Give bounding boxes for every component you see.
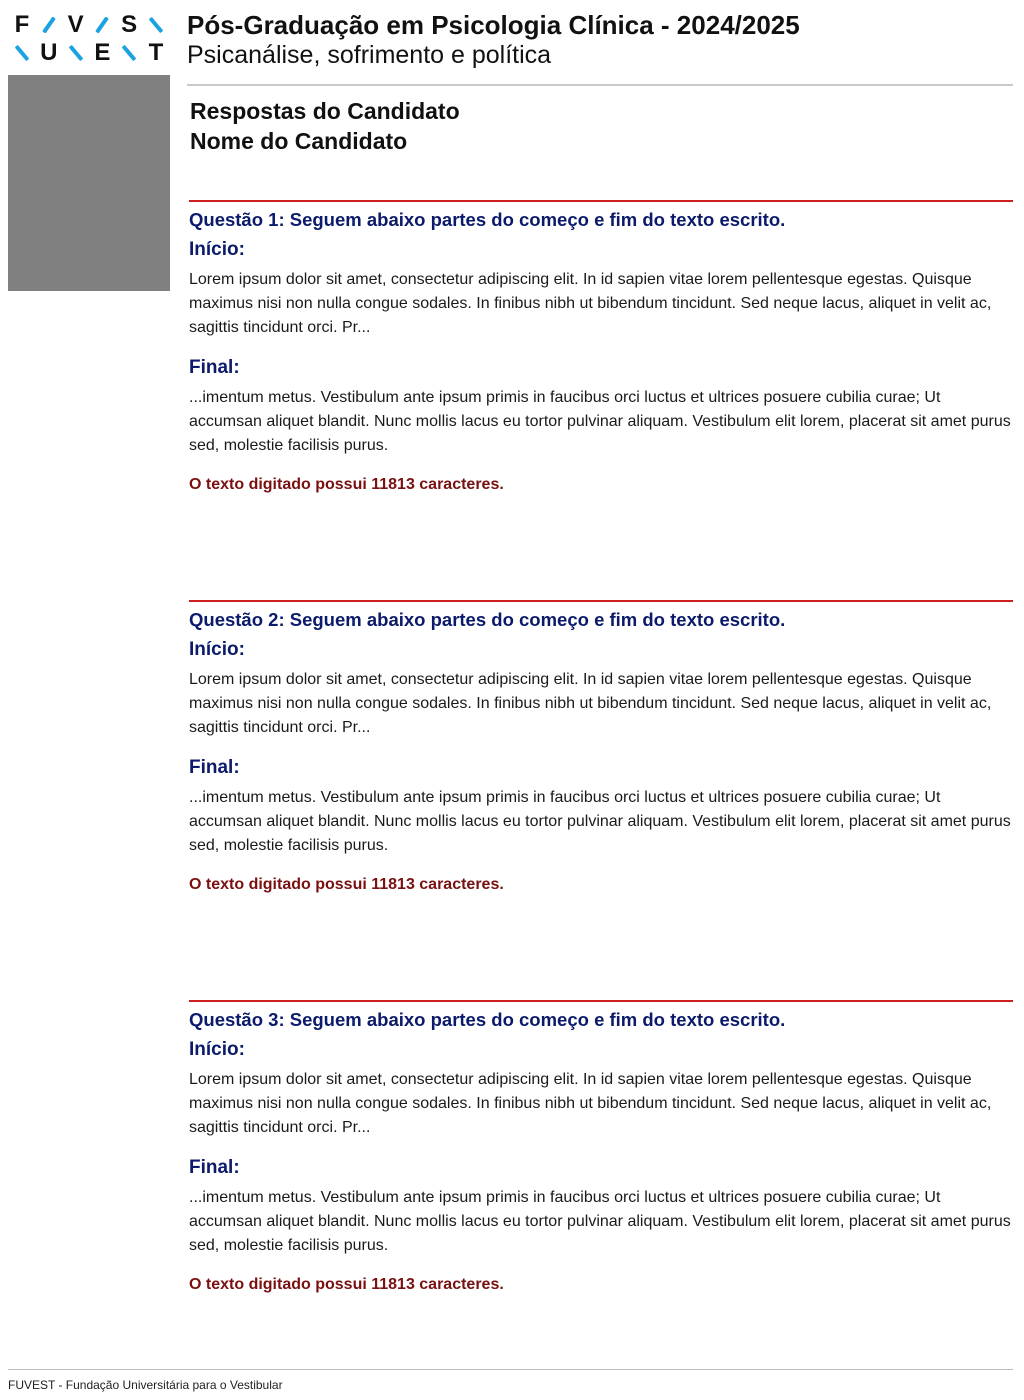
end-text: ...imentum metus. Vestibulum ante ipsum primis in faucibus orci luctus et ultrices posuere cubilia curae; Ut accumsan aliquet blandit. Nunc mollis lacus eu tortor pulvinar aliquam. Vestibulum elit lorem, placerat sit amet purus sed, molestie facilisis purus. xyxy=(189,389,1011,454)
question-divider xyxy=(189,200,1013,202)
logo-letter-t: T xyxy=(148,39,164,66)
question-section xyxy=(189,1000,1013,1296)
logo-backslash-icon xyxy=(12,42,32,64)
candidate-photo-placeholder xyxy=(8,75,170,291)
page-subtitle: Psicanálise, sofrimento e política xyxy=(187,41,552,69)
logo-backslash-icon xyxy=(66,42,86,64)
logo-letter-v: V xyxy=(67,11,84,38)
end-label: Final: xyxy=(189,757,240,778)
page-title: Pós-Graduação em Psicologia Clínica - 2024/2025 xyxy=(187,10,800,40)
footer-divider xyxy=(8,1369,1013,1370)
logo-letter-e: E xyxy=(94,39,111,66)
character-count: O texto digitado possui 11813 caracteres. xyxy=(189,1276,504,1293)
start-label: Início: xyxy=(189,239,245,260)
candidate-heading: Respostas do Candidato xyxy=(190,98,460,124)
candidate-name: Nome do Candidato xyxy=(190,128,408,154)
start-text: Lorem ipsum dolor sit amet, consectetur adipiscing elit. In id sapien vitae lorem pellentesque egestas. Quisque maximus nisi non nulla congue sodales. In finibus nibh ut bibendum tincidunt. Sed neque lacus, aliquet in velit ac, sagittis tincidunt orci. Pr... xyxy=(189,271,992,336)
start-label: Início: xyxy=(189,1039,245,1060)
question-section xyxy=(189,600,1013,896)
end-label: Final: xyxy=(189,1157,240,1178)
start-text: Lorem ipsum dolor sit amet, consectetur adipiscing elit. In id sapien vitae lorem pellentesque egestas. Quisque maximus nisi non nulla congue sodales. In finibus nibh ut bibendum tincidunt. Sed neque lacus, aliquet in velit ac, sagittis tincidunt orci. Pr... xyxy=(189,1071,992,1136)
end-text: ...imentum metus. Vestibulum ante ipsum primis in faucibus orci luctus et ultrices posuere cubilia curae; Ut accumsan aliquet blandit. Nunc mollis lacus eu tortor pulvinar aliquam. Vestibulum elit lorem, placerat sit amet purus sed, molestie facilisis purus. xyxy=(189,789,1011,854)
logo-letter-u: U xyxy=(40,39,58,66)
question-section xyxy=(189,200,1013,496)
start-label: Início: xyxy=(189,639,245,660)
logo-backslash-icon xyxy=(119,42,139,64)
question-title: Questão 3: Seguem abaixo partes do começo e fim do texto escrito. xyxy=(189,1009,786,1030)
logo-slash-icon xyxy=(39,14,59,36)
question-divider xyxy=(189,1000,1013,1002)
fuvest-logo xyxy=(12,11,166,66)
logo-letter-s: S xyxy=(121,11,138,38)
start-text: Lorem ipsum dolor sit amet, consectetur adipiscing elit. In id sapien vitae lorem pellentesque egestas. Quisque maximus nisi non nulla congue sodales. In finibus nibh ut bibendum tincidunt. Sed neque lacus, aliquet in velit ac, sagittis tincidunt orci. Pr... xyxy=(189,671,992,736)
logo-backslash-icon xyxy=(146,14,166,36)
logo-letter-f: F xyxy=(14,11,30,38)
question-title: Questão 2: Seguem abaixo partes do começo e fim do texto escrito. xyxy=(189,609,786,630)
character-count: O texto digitado possui 11813 caracteres. xyxy=(189,876,504,893)
logo-row-bottom xyxy=(12,39,166,66)
end-text: ...imentum metus. Vestibulum ante ipsum primis in faucibus orci luctus et ultrices posuere cubilia curae; Ut accumsan aliquet blandit. Nunc mollis lacus eu tortor pulvinar aliquam. Vestibulum elit lorem, placerat sit amet purus sed, molestie facilisis purus. xyxy=(189,1189,1011,1254)
question-title: Questão 1: Seguem abaixo partes do começo e fim do texto escrito. xyxy=(189,209,786,230)
footer-text: FUVEST - Fundação Universitária para o Vestibular xyxy=(8,1378,283,1392)
logo-slash-icon xyxy=(92,14,112,36)
question-divider xyxy=(189,600,1013,602)
logo-row-top xyxy=(12,11,166,38)
end-label: Final: xyxy=(189,357,240,378)
character-count: O texto digitado possui 11813 caracteres. xyxy=(189,476,504,493)
header-divider xyxy=(187,84,1013,86)
candidate-block xyxy=(190,96,460,156)
